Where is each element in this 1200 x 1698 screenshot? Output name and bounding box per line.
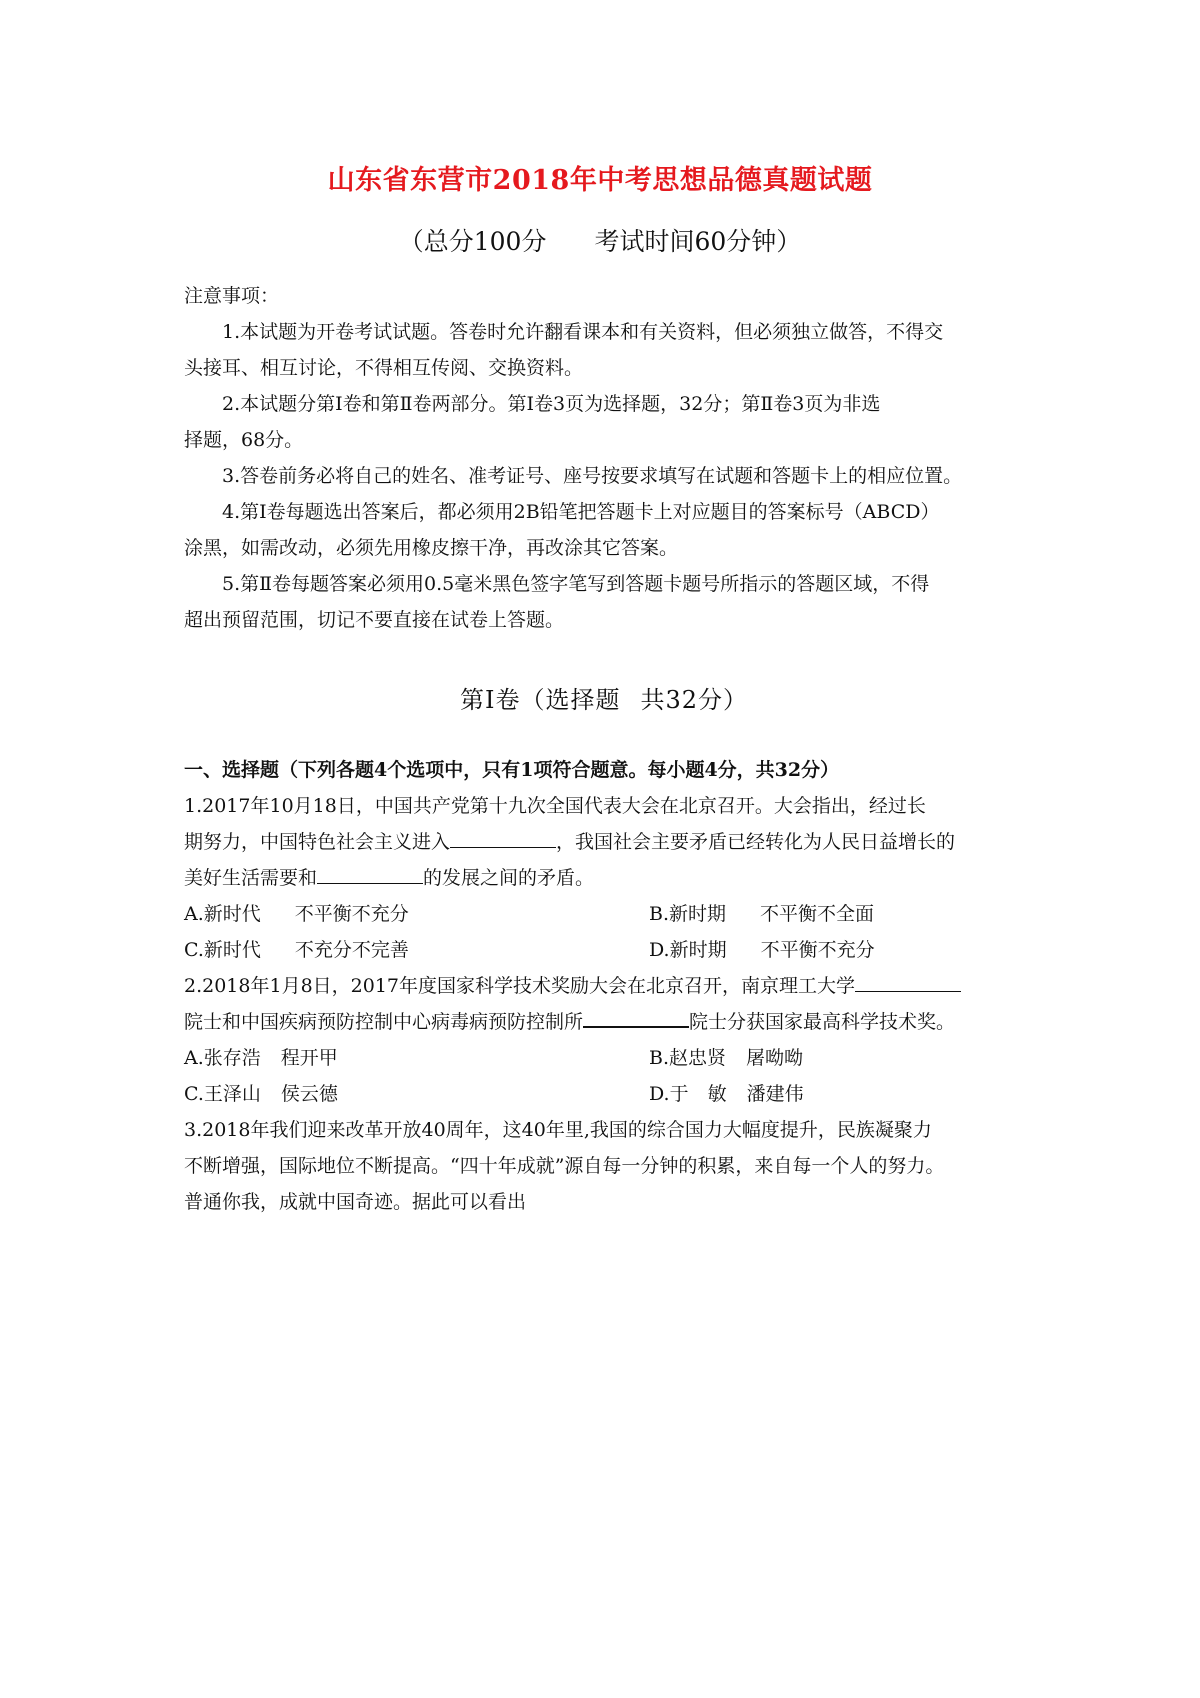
notice-item-2-line-1: 2.本试题分第Ⅰ卷和第Ⅱ卷两部分。第Ⅰ卷3页为选择题，32分；第Ⅱ卷3页为非选 <box>222 393 881 415</box>
q1-line-3-b: 的发展之间的矛盾。 <box>423 867 595 889</box>
q1-option-b <box>649 896 874 932</box>
q2-option-d-text: 潘建伟 <box>746 1083 804 1105</box>
section-1-title-part-2: 共32分） <box>640 686 749 714</box>
q2-option-a-label: A.张存浩 <box>184 1047 261 1069</box>
notice-item-4-line-2: 涂黑，如需改动，必须先用橡皮擦干净，再改涂其它答案。 <box>184 537 679 559</box>
q1-line-3 <box>184 860 1024 896</box>
q1-option-b-label: B.新时期 <box>649 903 727 925</box>
q3-line-2: 不断增强，国际地位不断提高。“四十年成就”源自每一分钟的积累，来自每一个人的努力。 <box>184 1155 945 1177</box>
q2-blank-1 <box>855 969 961 992</box>
q1-option-c-label: C.新时代 <box>184 939 261 961</box>
q1-line-2-a: 期努力，中国特色社会主义进入 <box>184 831 451 853</box>
q2-blank-2 <box>583 1004 689 1028</box>
q2-option-a-text: 程开甲 <box>280 1047 338 1069</box>
q2-option-b-label: B.赵忠贤 <box>649 1047 727 1069</box>
q2-option-c <box>184 1076 338 1112</box>
section-1-instruction: 一、选择题（下列各题4个选项中，只有1项符合题意。每小题4分，共32分） <box>184 759 840 781</box>
exam-title: 山东省东营市2018年中考思想品德真题试题 <box>327 165 873 196</box>
q1-blank-2 <box>317 861 423 884</box>
notice-heading: 注意事项： <box>184 285 280 307</box>
q3-line-3: 普通你我，成就中国奇迹。据此可以看出 <box>184 1191 527 1213</box>
q2-line-1-text: 2.2018年1月8日，2017年度国家科学技术奖励大会在北京召开，南京理工大学 <box>184 975 856 997</box>
q2-option-b-text: 屠呦呦 <box>746 1047 804 1069</box>
exam-content <box>184 278 1024 1220</box>
notice-item-1-line-2: 头接耳、相互讨论，不得相互传阅、交换资料。 <box>184 357 584 379</box>
q1-option-a-text: 不平衡不充分 <box>294 903 409 925</box>
q2-option-b <box>649 1040 803 1076</box>
q2-option-c-text: 侯云德 <box>280 1083 338 1105</box>
q1-option-d-label: D.新时期 <box>649 939 727 961</box>
q2-line-2 <box>184 1004 1024 1040</box>
q1-options-row-1 <box>184 896 1024 932</box>
q1-blank-1 <box>450 825 556 848</box>
q2-option-d <box>649 1076 804 1112</box>
q2-options-row-1 <box>184 1040 1024 1076</box>
exam-subtitle <box>0 222 1200 258</box>
q2-option-d-label: D.于 敏 <box>649 1083 727 1105</box>
q2-option-c-label: C.王泽山 <box>184 1083 261 1105</box>
notice-item-5-line-2: 超出预留范围，切记不要直接在试卷上答题。 <box>184 609 565 631</box>
q2-options-row-2 <box>184 1076 1024 1112</box>
q2-line-2-a: 院士和中国疾病预防控制中心病毒病预防控制所 <box>184 1011 584 1033</box>
q3-line-1: 3.2018年我们迎来改革开放40周年，这40年里,我国的综合国力大幅度提升，民族凝聚力 <box>184 1119 932 1141</box>
notice-item-5-line-1: 5.第Ⅱ卷每题答案必须用0.5毫米黑色签字笔写到答题卡题号所指示的答题区域，不得 <box>222 573 930 595</box>
q1-option-a <box>184 896 409 932</box>
q2-line-2-b: 院士分获国家最高科学技术奖。 <box>689 1011 956 1033</box>
q1-line-1: 1.2017年10月18日，中国共产党第十九次全国代表大会在北京召开。大会指出，经过长 <box>184 795 926 817</box>
total-score: （总分100分 <box>398 227 547 256</box>
q1-line-2 <box>184 824 1024 860</box>
section-1-title <box>184 682 1024 718</box>
q1-options-row-2 <box>184 932 1024 968</box>
exam-time: 考试时间60分钟） <box>594 227 802 256</box>
section-1-title-part-1: 第Ⅰ卷（选择题 <box>459 686 621 714</box>
q1-option-b-text: 不平衡不全面 <box>760 903 875 925</box>
notice-item-2-line-2: 择题，68分。 <box>184 429 304 451</box>
q1-option-d <box>649 932 875 968</box>
q1-option-a-label: A.新时代 <box>184 903 261 925</box>
notice-item-4-line-1: 4.第Ⅰ卷每题选出答案后，都必须用2B铅笔把答题卡上对应题目的答案标号（ABCD） <box>222 501 940 523</box>
notice-item-1-line-1: 1.本试题为开卷考试试题。答卷时允许翻看课本和有关资料，但必须独立做答，不得交 <box>222 321 944 343</box>
notice-item-3: 3.答卷前务必将自己的姓名、准考证号、座号按要求填写在试题和答题卡上的相应位置。 <box>222 465 963 487</box>
q1-option-c-text: 不充分不完善 <box>294 939 409 961</box>
q1-line-2-b: ，我国社会主要矛盾已经转化为人民日益增长的 <box>556 831 956 853</box>
q1-option-c <box>184 932 409 968</box>
q1-line-3-a: 美好生活需要和 <box>184 867 318 889</box>
q2-line-1 <box>184 968 1024 1004</box>
q1-option-d-text: 不平衡不充分 <box>760 939 875 961</box>
q2-option-a <box>184 1040 338 1076</box>
